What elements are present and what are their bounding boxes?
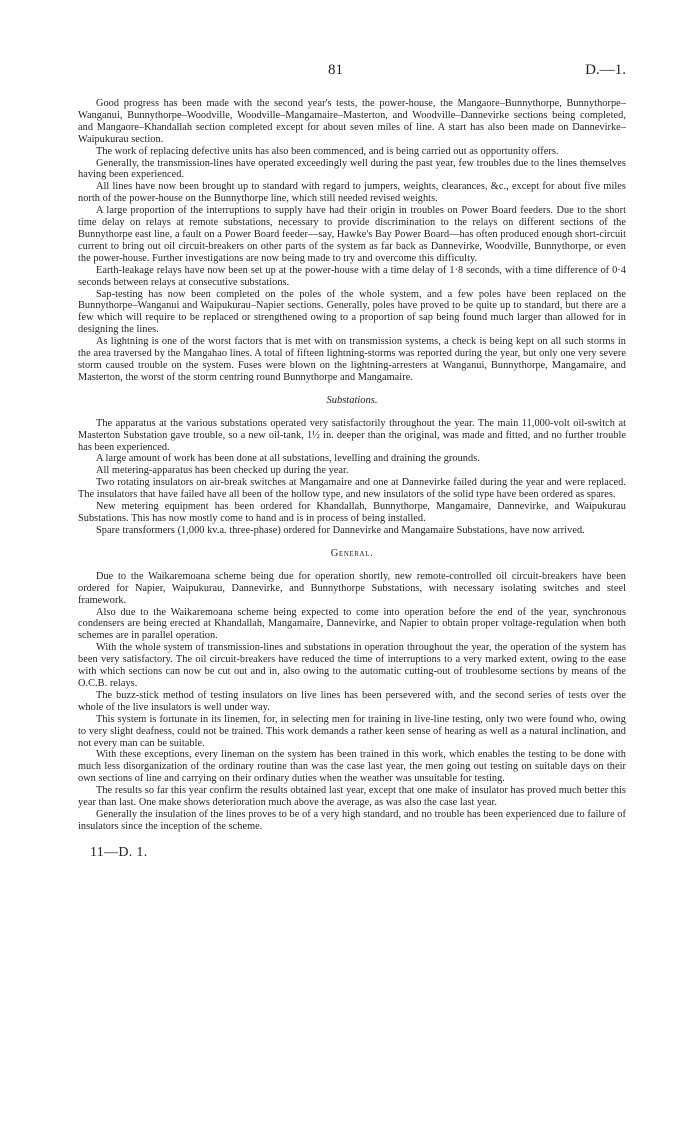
page-number: 81 [328, 62, 343, 78]
paragraph: A large proportion of the interruptions to supply have had their origin in troubles on Power Board feeders. Due to the short time delay on relays at remote substations, necessary to provide discrimination to the relays on different sections of the Bunnythorpe east line, a fault on a Power Board feeder—say, Hawke's Bay Power Board—has often produced enough short-circuit current to bring out oil circuit-breakers on other parts of the system as far back as Dannevirke, Woodville, Bunnythorpe, or even the power-house. Further investigations are now being made to try and overcome this difficulty. [78, 205, 626, 264]
paragraph: Generally the insulation of the lines proves to be of a very high standard, and no trouble has been experienced due to failure of insulators since the inception of the scheme. [78, 808, 626, 832]
document-reference: D.—1. [585, 62, 626, 78]
paragraph: With the whole system of transmission-lines and substations in operation throughout the year, the operation of the system has been very satisfactory. The oil circuit-breakers have reduced the time of interruptions to a very marked extent, owing to the ease with which sections can now be cut out and in, also owing to the automatic cutting-out of troublesome sections by means of the O.C.B. relays. [78, 642, 626, 689]
section-general [78, 548, 626, 833]
paragraph: The work of replacing defective units has also been commenced, and is being carried out as opportunity offers. [96, 145, 559, 157]
paragraph: New metering equipment has been ordered for Khandallah, Bunnythorpe, Mangamaire, Dannevirke, and Waipukurau Substations. This has now mostly come to hand and is in process of being installed. [78, 501, 626, 524]
paragraph: All lines have now been brought up to standard with regard to jumpers, weights, clearances, &c., except for about five miles north of the power-house on the Bunnythorpe line, which still needed revised weights. [78, 181, 626, 205]
paragraph: Two rotating insulators on air-break switches at Mangamaire and one at Dannevirke failed during the year and were replaced. The insulators that have failed have all been of the hollow type, and new insulators of the solid type have been ordered as spares. [78, 477, 626, 501]
paragraph: The results so far this year confirm the results obtained last year, except that one make of insulator has proved much better this year than last. One make shows deterioration much above the average, as was also the case last year. [78, 785, 626, 809]
paragraph: The apparatus at the various substations operated very satisfactorily throughout the year. The main 11,000-volt oil-switch at Masterton Substation gave trouble, so a new oil-tank, 1½ in. deeper than the original, was made and fitted, and no further trouble has been experienced. [78, 417, 626, 453]
paragraph: Earth-leakage relays have now been set up at the power-house with a time delay of 1·8 seconds, with a time difference of 0·4 seconds between relays at consecutive substations. [78, 264, 626, 288]
paragraph: With these exceptions, every lineman on the system has been trained in this work, which enables the testing to be done with much less disorganization of the ordinary routine than was the case last year, the men going out testing on suitable days on their own sections of line and carrying on their ordinary duties when the weather was unsuitable for testing. [78, 749, 626, 785]
paragraph: Spare transformers (1,000 kv.a. three-phase) ordered for Dannevirke and Mangamaire Substations, have now arrived. [96, 524, 585, 536]
page-footer-signature: 11—D. 1. [90, 844, 148, 860]
paragraph: This system is fortunate in its linemen, for, in selecting men for training in live-line testing, only two were found who, owing to very slight deafness, could not be trained. This work demands a rather keen sense of hearing as well as a natural inclination, and not every man can be suitable. [78, 713, 626, 749]
paragraph: Also due to the Waikaremoana scheme being expected to come into operation before the end of the year, synchronous condensers are being erected at Khandallah, Mangamaire, Dannevirke, and Napier to obtain proper voltage-regulation when both schemes are in parallel operation. [78, 606, 626, 642]
paragraph: All metering-apparatus has been checked up during the year. [96, 465, 349, 477]
paragraph: A large amount of work has been done at all substations, levelling and draining the grounds. [96, 453, 480, 465]
section-heading-general: General. [330, 547, 374, 559]
paragraph: Good progress has been made with the second year's tests, the power-house, the Mangaore–Bunnythorpe, Bunnythorpe–Wanganui, Bunnythorpe–Woodville, Woodville–Mangamaire–Masterton, and Woodville–Dannevirke sections being completed, and Mangaore–Khandallah section completed except for about seven miles of line. A start has also been made on Dannevirke–Waipukurau section. [78, 98, 626, 145]
paragraph: As lightning is one of the worst factors that is met with on transmission systems, a check is being kept on all such storms in the area traversed by the Mangahao lines. A total of fifteen lightning-storms was reported during the year, but only one very severe storm caused trouble on the system. Fuses were blown on the lightning-arresters at Wanganui, Bunnythorpe, Mangamaire, and Masterton, the worst of the storm centring round Bunnythorpe and Mangamaire. [78, 336, 626, 383]
page-header [78, 62, 626, 98]
section-transmission-lines [78, 98, 626, 384]
paragraph: Due to the Waikaremoana scheme being due for operation shortly, new remote-controlled oil circuit-breakers have been ordered for Napier, Waipukurau, Dannevirke, and Bunnythorpe Substations, with necessary isolating switches and steel framework. [78, 570, 626, 606]
section-heading-substations: Substations. [326, 394, 378, 406]
section-substations [78, 395, 626, 537]
paragraph: The buzz-stick method of testing insulators on live lines has been persevered with, and the second series of tests over the whole of the live insulators is well under way. [78, 689, 626, 713]
paragraph: Sap-testing has now been completed on the poles of the whole system, and a few poles have been replaced on the Bunnythorpe–Wanganui and Waipukurau–Napier sections. Generally, poles have proved to be quite up to standard, but there are a few which will require to be replaced or strengthened owing to a proportion of sap being found much larger than allowed for in designing the lines. [78, 288, 626, 336]
document-page [78, 62, 626, 861]
paragraph: Generally, the transmission-lines have operated exceedingly well during the past year, few troubles due to the lines themselves having been experienced. [78, 157, 626, 181]
